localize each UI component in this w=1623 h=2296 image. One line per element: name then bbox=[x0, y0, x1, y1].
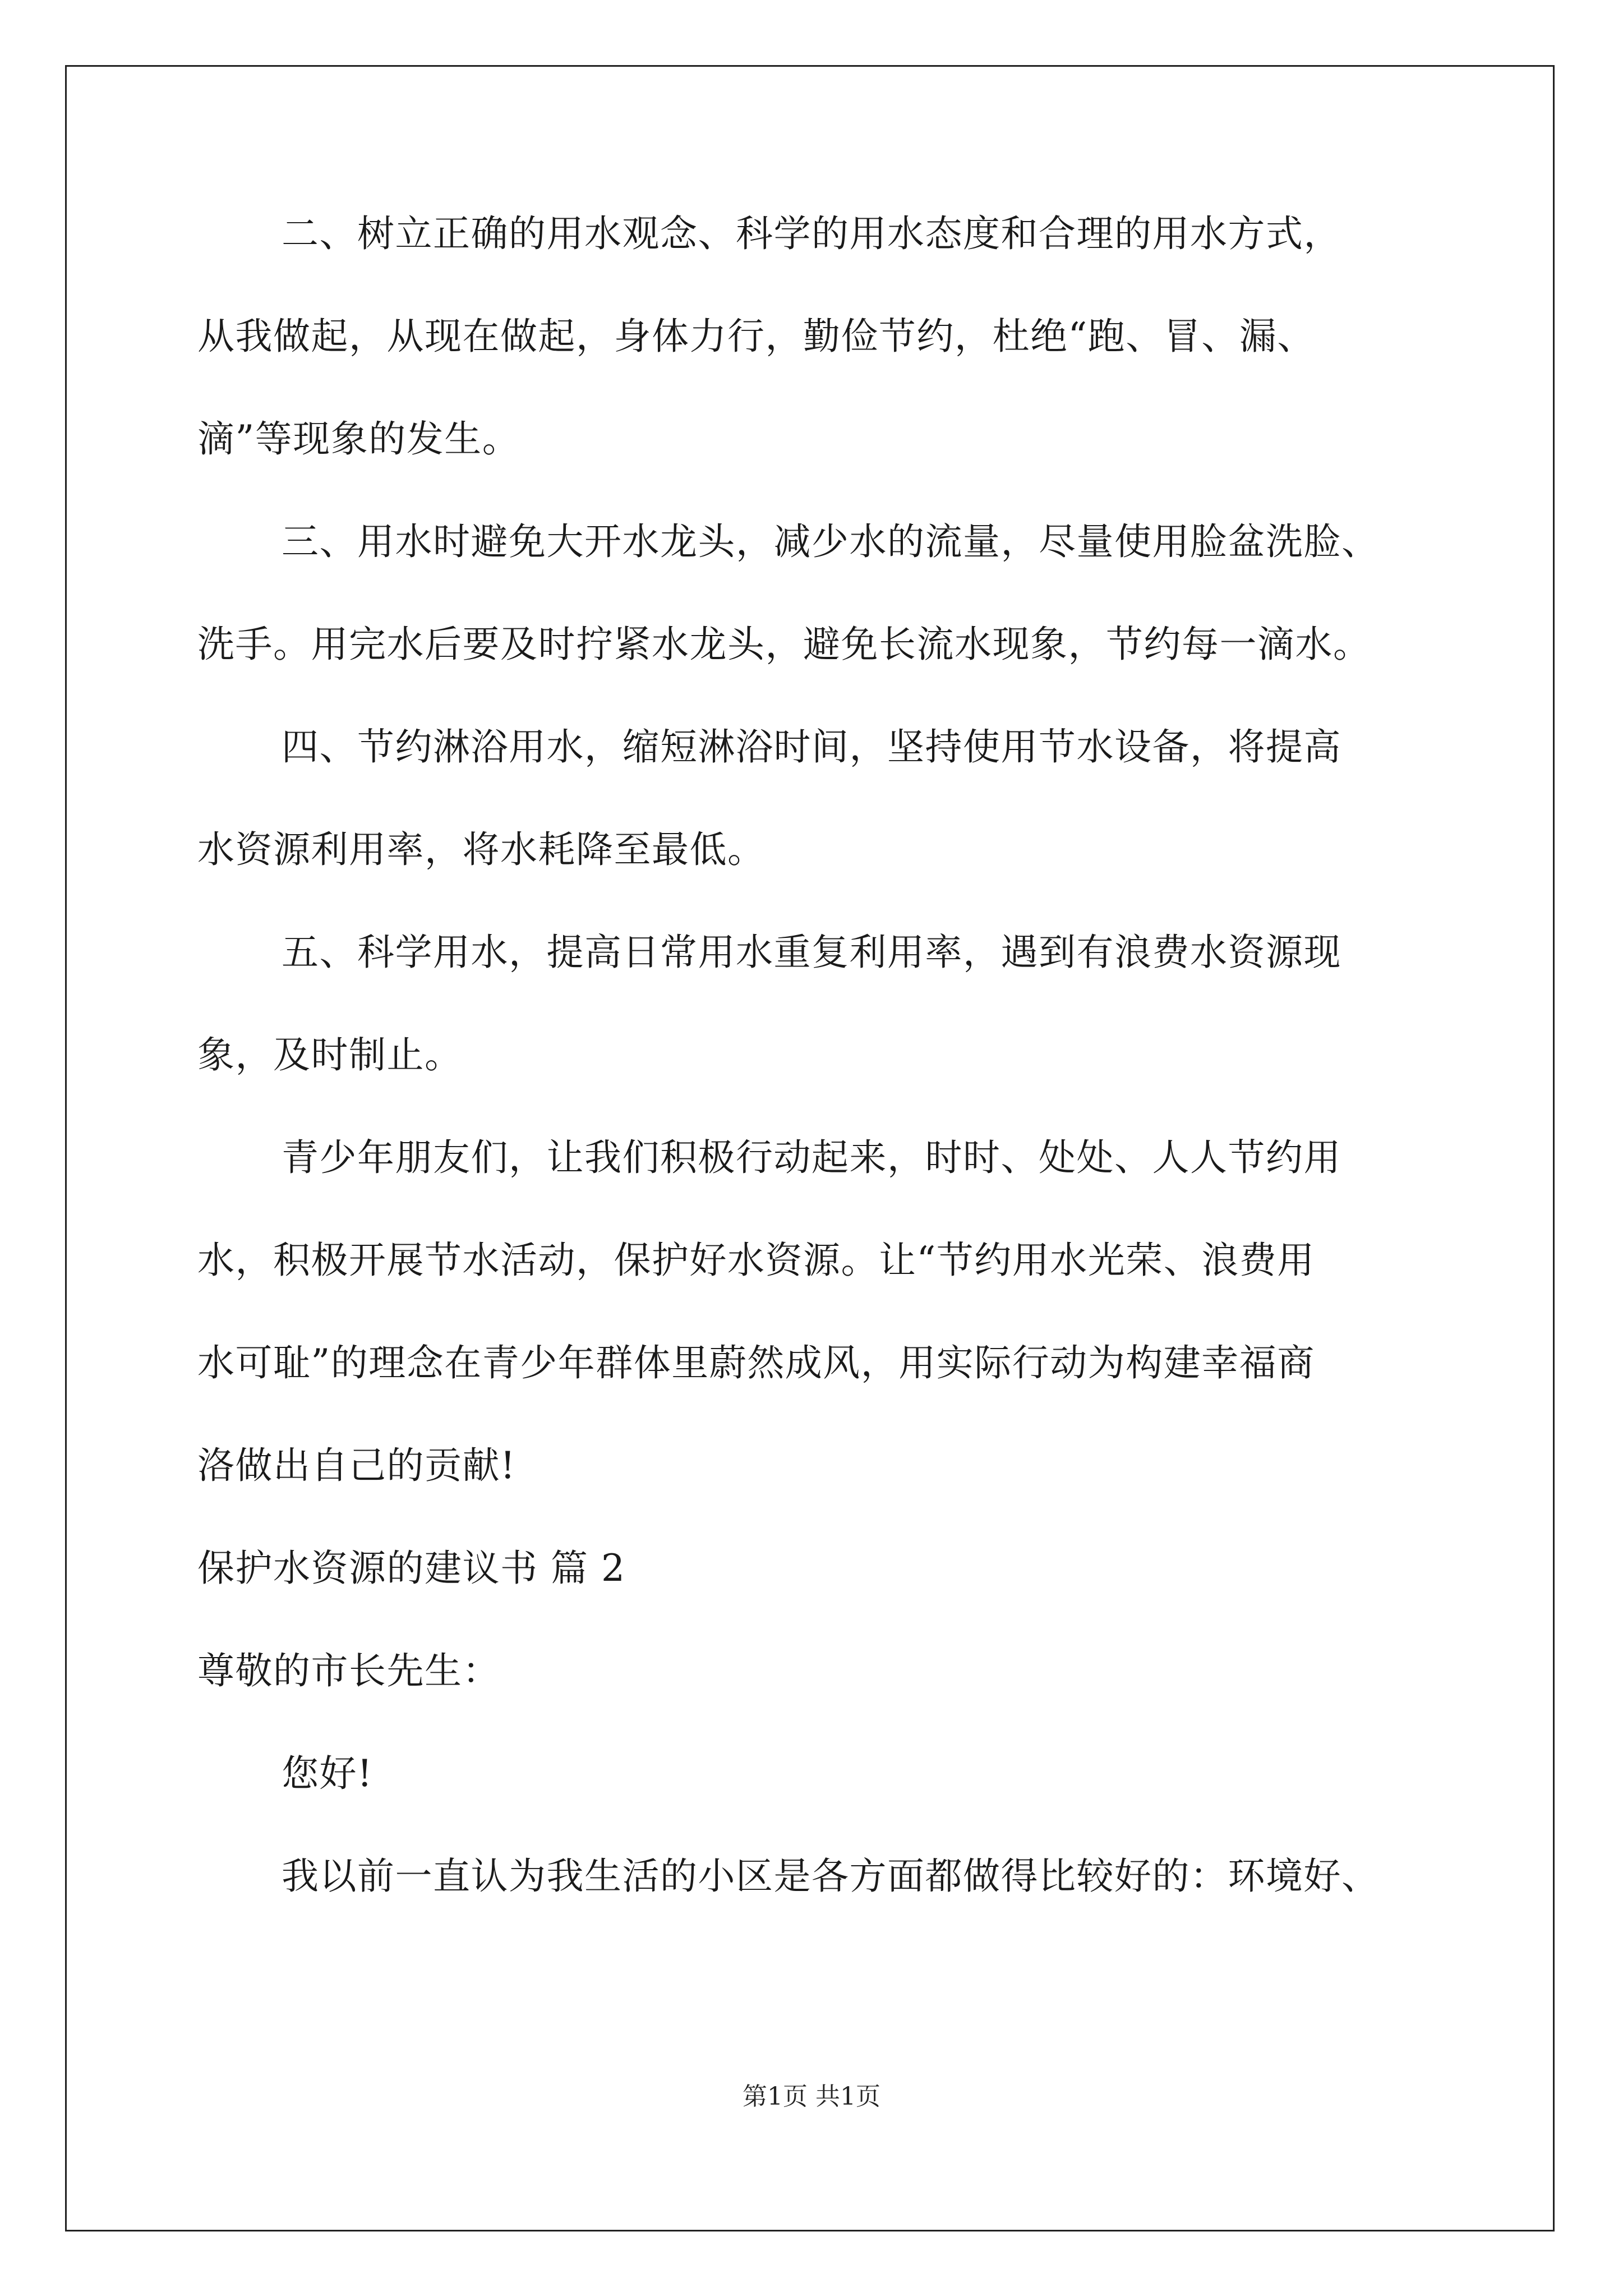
paragraph-line: 三、用水时避免大开水龙头，减少水的流量，尽量使用脸盆洗脸、 bbox=[282, 520, 1380, 563]
paragraph-line: 水可耻”的理念在青少年群体里蔚然成风，用实际行动为构建幸福商 bbox=[197, 1341, 1315, 1384]
page-footer: 第1页 共1页 bbox=[743, 2082, 880, 2111]
paragraph-line: 二、树立正确的用水观念、科学的用水态度和合理的用水方式， bbox=[282, 212, 1341, 255]
paragraph-line: 洛做出自己的贡献! bbox=[197, 1444, 517, 1487]
paragraph-line: 四、节约淋浴用水，缩短淋浴时间，坚持使用节水设备，将提高 bbox=[282, 725, 1341, 769]
paragraph-line: 滴”等现象的发生。 bbox=[197, 417, 520, 461]
paragraph-line: 洗手。用完水后要及时拧紧水龙头，避免长流水现象，节约每一滴水。 bbox=[197, 623, 1371, 666]
paragraph-line: 青少年朋友们，让我们积极行动起来，时时、处处、人人节约用 bbox=[282, 1136, 1341, 1179]
paragraph-line: 水资源利用率，将水耗降至最低。 bbox=[197, 828, 766, 871]
paragraph-line: 从我做起，从现在做起，身体力行，勤俭节约，杜绝“跑、冒、漏、 bbox=[197, 315, 1315, 358]
section-heading: 保护水资源的建议书 篇 2 bbox=[197, 1547, 626, 1590]
paragraph-line: 象，及时制止。 bbox=[197, 1033, 463, 1076]
paragraph-line: 水，积极开展节水活动，保护好水资源。让“节约用水光荣、浪费用 bbox=[197, 1239, 1315, 1282]
paragraph-line: 五、科学用水，提高日常用水重复利用率，遇到有浪费水资源现 bbox=[282, 931, 1341, 974]
greeting: 您好! bbox=[282, 1752, 374, 1795]
salutation: 尊敬的市长先生： bbox=[197, 1649, 500, 1692]
paragraph-line: 我以前一直认为我生活的小区是各方面都做得比较好的：环境好、 bbox=[282, 1855, 1380, 1898]
